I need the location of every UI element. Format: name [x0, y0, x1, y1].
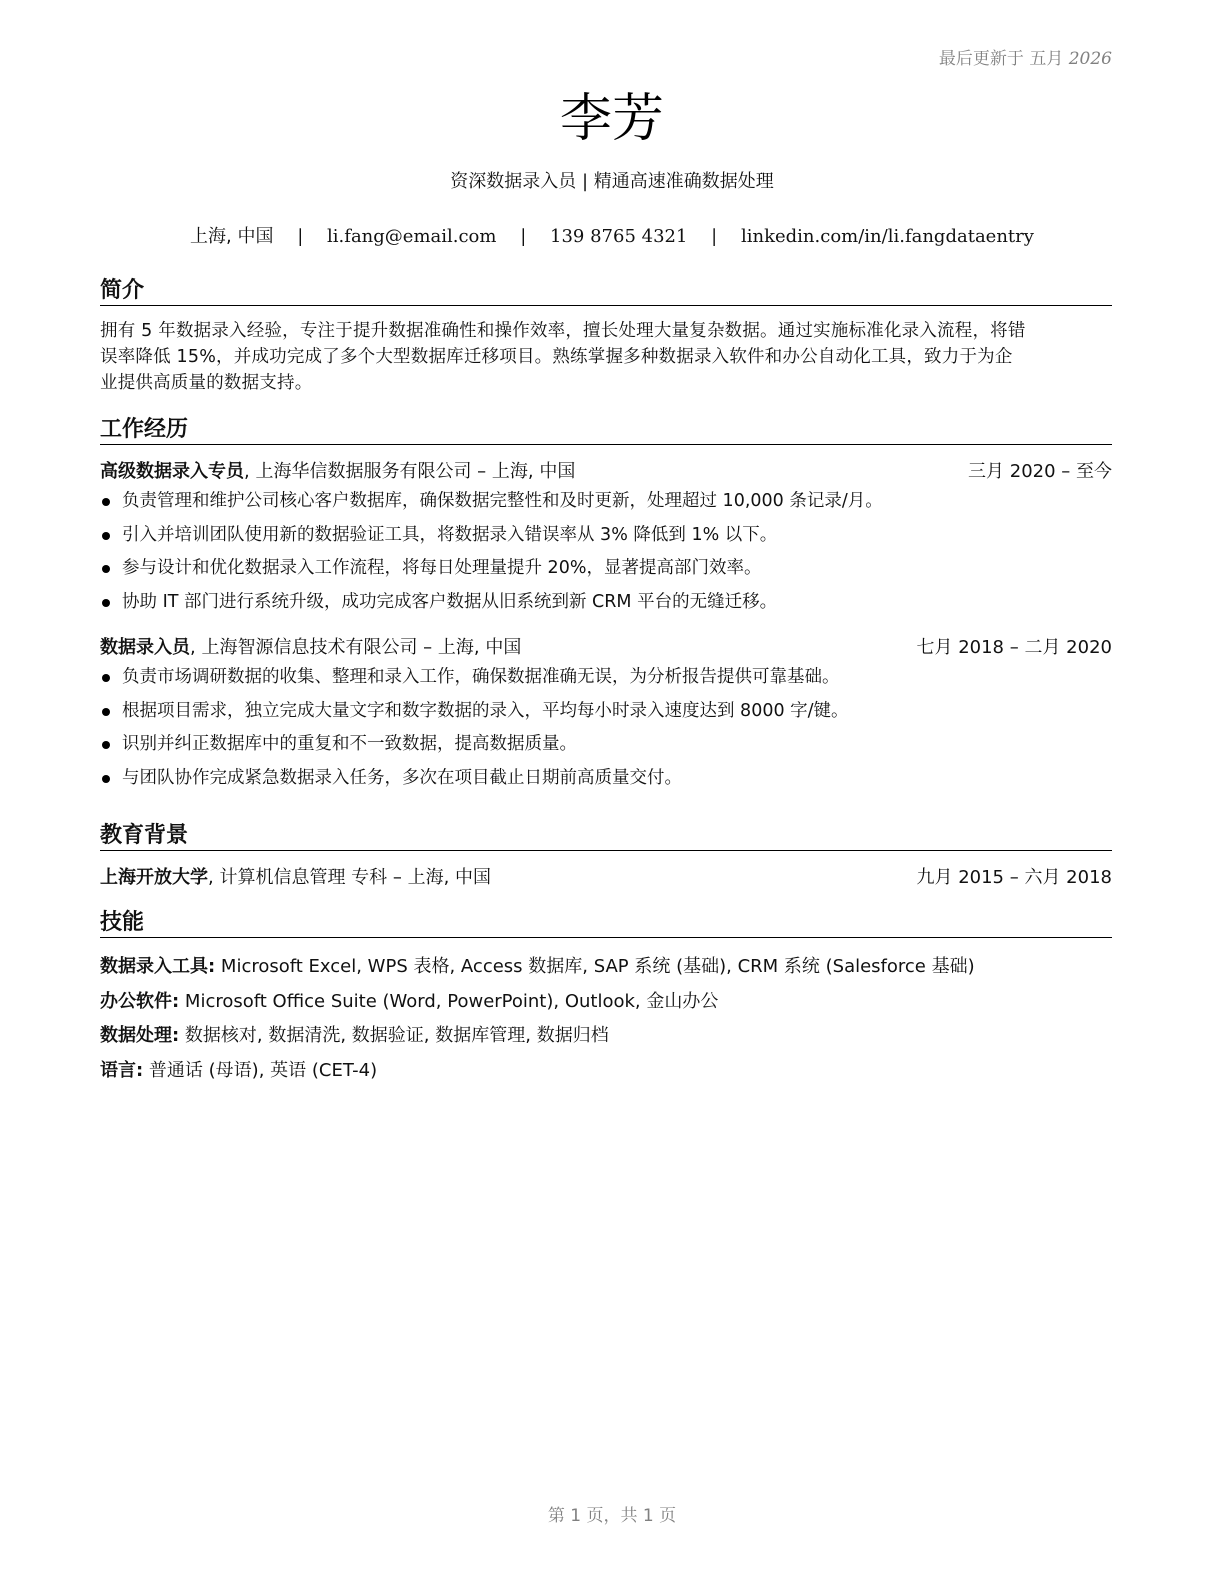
bullet-text: 负责市场调研数据的收集、整理和录入工作，确保数据准确无误，为分析报告提供可靠基础。	[122, 667, 840, 687]
bullet-text: 与团队协作完成紧急数据录入任务，多次在项目截止日期前高质量交付。	[122, 767, 682, 788]
bullet-dot-icon	[102, 741, 110, 749]
job-org: , 上海华信数据服务有限公司 – 上海, 中国	[244, 461, 576, 482]
list-item	[100, 695, 1112, 729]
list-item	[100, 661, 1112, 695]
bullet-text: 识别并纠正数据库中的重复和不一致数据，提高数据质量。	[122, 734, 577, 754]
job-role: 数据录入员	[100, 637, 190, 658]
bullet-text: 参与设计和优化数据录入工作流程，将每日处理量提升 20%，显著提高部门效率。	[122, 558, 762, 578]
skill-row	[100, 1019, 1112, 1054]
list-item	[100, 519, 1112, 553]
contact-email[interactable]: li.fang@email.com	[327, 226, 497, 247]
education-section	[100, 822, 1112, 891]
list-item	[100, 552, 1112, 586]
last-updated-prefix: 最后更新于 五月	[938, 49, 1064, 69]
skill-value: 数据核对, 数据清洗, 数据验证, 数据库管理, 数据归档	[179, 1025, 609, 1046]
skill-key: 数据处理:	[100, 1025, 180, 1046]
list-item	[100, 762, 1112, 796]
job-bullets	[100, 485, 1112, 619]
skill-key: 语言:	[100, 1059, 144, 1081]
bullet-text: 引入并培训团队使用新的数据验证工具，将数据录入错误率从 3% 降低到 1% 以下。	[122, 524, 778, 545]
education-school: 上海开放大学	[100, 867, 208, 888]
section-title-education: 教育背景	[100, 822, 1112, 851]
bullet-dot-icon	[102, 708, 110, 716]
job-role: 高级数据录入专员	[100, 461, 244, 482]
skill-row	[100, 985, 1112, 1020]
skill-row	[100, 950, 1112, 985]
skill-key: 办公软件:	[100, 990, 180, 1012]
job-header	[100, 459, 1112, 485]
skills-section	[100, 909, 1112, 1088]
section-title-summary: 简介	[100, 277, 1112, 306]
job-title-line	[100, 635, 521, 661]
experience-section	[100, 416, 1112, 795]
contact-linkedin[interactable]: linkedin.com/in/li.fangdataentry	[740, 226, 1034, 247]
page-number: 第 1 页，共 1 页	[547, 1506, 677, 1526]
candidate-name: 李芳	[559, 89, 664, 149]
job-entry	[100, 635, 1112, 795]
skill-key: 数据录入工具:	[100, 956, 216, 977]
list-item	[100, 728, 1112, 762]
tagline: 资深数据录入员 | 精通高速准确数据处理	[450, 171, 774, 192]
bullet-text: 负责管理和维护公司核心客户数据库，确保数据完整性和及时更新，处理超过 10,000 条记录/月。	[122, 491, 883, 511]
contact-separator: |	[297, 226, 304, 247]
contact-separator: |	[520, 226, 527, 247]
bullet-dot-icon	[102, 532, 110, 540]
summary-line: 拥有 5 年数据录入经验，专注于提升数据准确性和操作效率，擅长处理大量复杂数据。通过实施标准化录入流程，将错	[100, 321, 1026, 341]
contact-phone: 139 8765 4321	[550, 226, 688, 247]
bullet-dot-icon	[102, 565, 110, 573]
last-updated	[939, 44, 1112, 69]
skills-list	[100, 950, 1112, 1088]
section-title-experience: 工作经历	[100, 416, 1112, 445]
contact-line	[0, 224, 1224, 250]
summary-text	[100, 318, 1112, 396]
bullet-dot-icon	[102, 674, 110, 682]
skill-value: Microsoft Office Suite (Word, PowerPoint), Outlook, 金山办公	[179, 990, 719, 1012]
bullet-text: 根据项目需求，独立完成大量文字和数字数据的录入，平均每小时录入速度达到 8000 字/键。	[122, 700, 849, 721]
contact-separator: |	[711, 226, 718, 247]
section-title-skills: 技能	[100, 909, 1112, 938]
skill-value: Microsoft Excel, WPS 表格, Access 数据库, SAP 系统 (基础), CRM 系统 (Salesforce 基础)	[215, 956, 975, 977]
job-header	[100, 635, 1112, 661]
education-detail: , 计算机信息管理 专科 – 上海, 中国	[208, 867, 492, 888]
job-dates: 三月 2020 – 至今	[968, 461, 1112, 482]
skill-value: 普通话 (母语), 英语 (CET-4)	[143, 1059, 378, 1081]
last-updated-year: 2026	[1068, 49, 1112, 69]
skill-row	[100, 1054, 1112, 1089]
summary-section	[100, 277, 1112, 396]
contact-location: 上海, 中国	[190, 226, 274, 247]
bullet-dot-icon	[102, 775, 110, 783]
job-title-line	[100, 459, 575, 485]
list-item	[100, 485, 1112, 519]
list-item	[100, 586, 1112, 620]
education-dates: 九月 2015 – 六月 2018	[916, 867, 1112, 888]
education-entry	[100, 865, 1112, 891]
summary-line: 误率降低 15%，并成功完成了多个大型数据库迁移项目。熟练掌握多种数据录入软件和办公自动化工具，致力于为企	[100, 347, 1013, 367]
job-dates: 七月 2018 – 二月 2020	[916, 637, 1112, 658]
job-bullets	[100, 661, 1112, 795]
bullet-dot-icon	[102, 498, 110, 506]
bullet-text: 协助 IT 部门进行系统升级，成功完成客户数据从旧系统到新 CRM 平台的无缝迁移。	[122, 591, 778, 612]
education-line	[100, 865, 491, 891]
summary-line: 业提供高质量的数据支持。	[100, 373, 313, 393]
job-entry	[100, 459, 1112, 619]
job-org: , 上海智源信息技术有限公司 – 上海, 中国	[190, 637, 522, 658]
bullet-dot-icon	[102, 599, 110, 607]
